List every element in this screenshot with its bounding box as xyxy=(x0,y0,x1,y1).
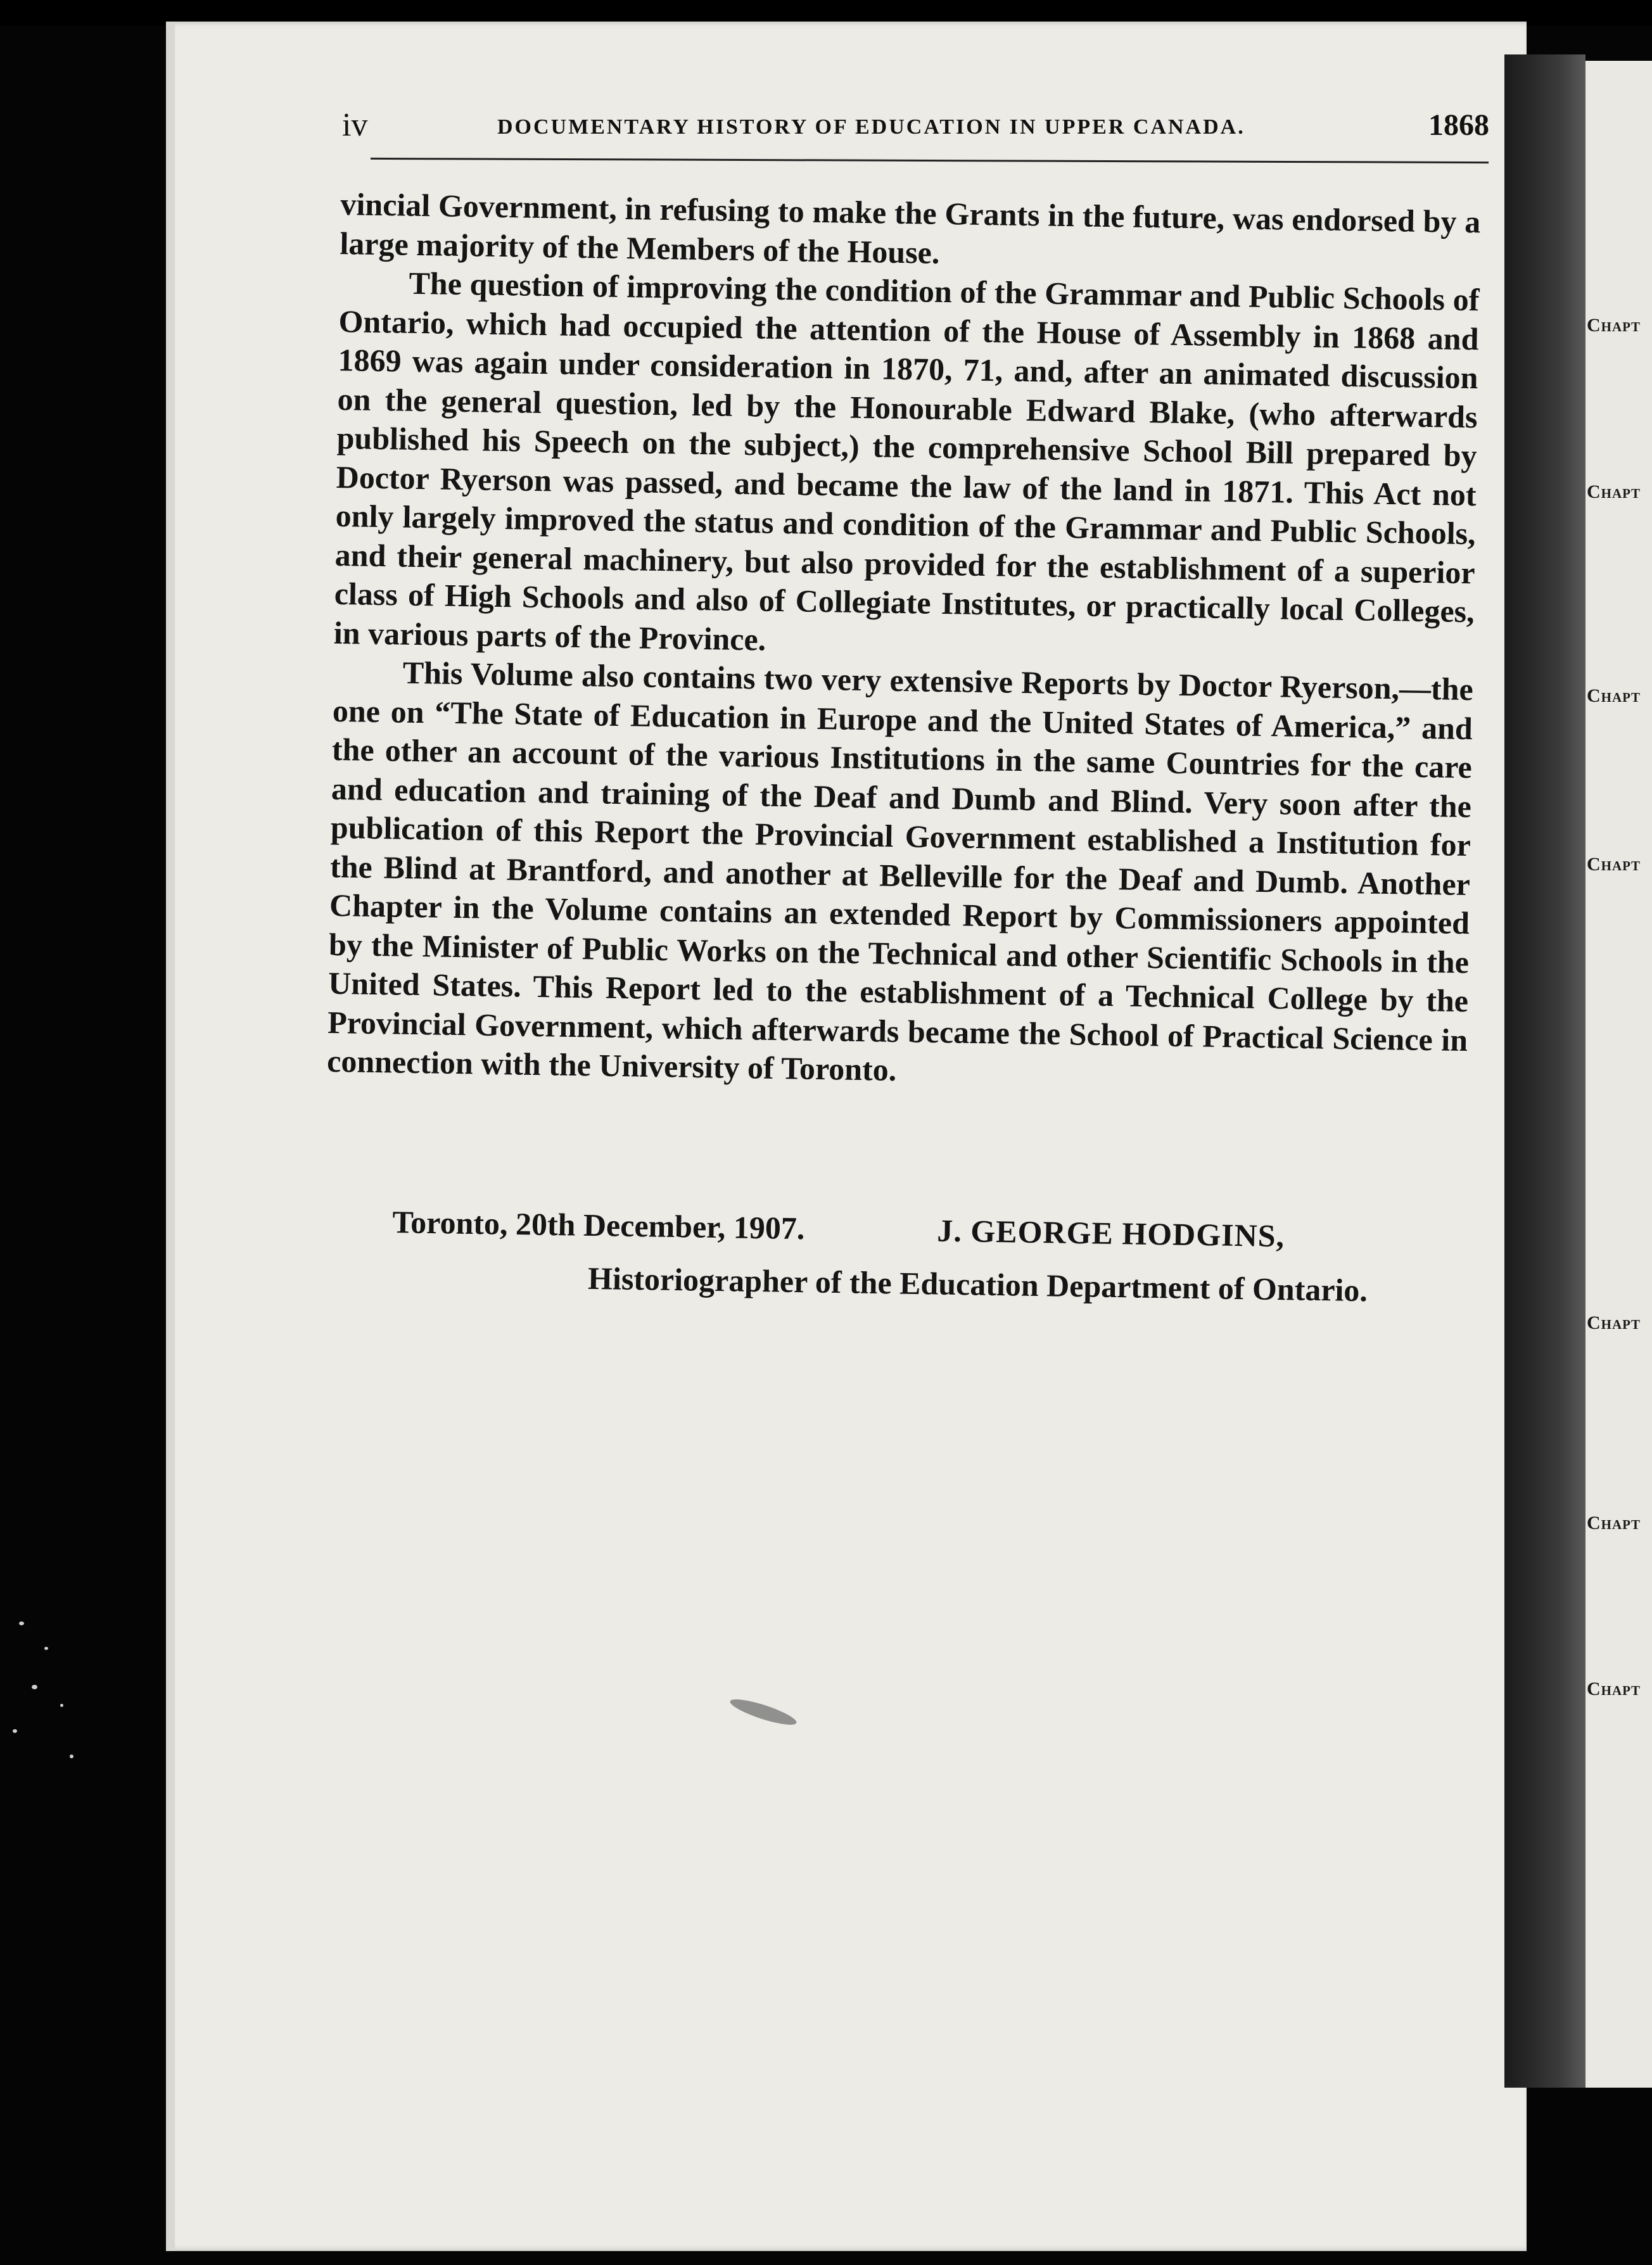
body-text xyxy=(327,185,1481,1099)
paragraph: The question of improving the condition of the Grammar and Public Schools of Ontario, which had occupied the attention of the House of Assembly in 1868 and 1869 was again under consideration in 1870, 71, and, after an animated discussion on the general question, led by the Honourable Edward Blake, (who afterwards published his Speech on the subject,) the comprehensive School Bill prepared by Doctor Ryerson was passed, and became the law of the land in 1871. This Act not only largely improved the status and condition of the Grammar and Public Schools, and their general machinery, but also provided for the establishment of a superior class of High Schools and also of Collegiate Institutes, or practically local Colleges, in various parts of the Province. xyxy=(333,265,1480,657)
paragraph: vincial Government, in refusing to make the Grants in the future, was endorsed by a large majority of the Members of the House. xyxy=(340,186,1481,270)
signature-place-date: Toronto, 20th December, 1907. xyxy=(392,1203,805,1247)
film-specks xyxy=(0,1609,95,1799)
facing-page-label: Chapt xyxy=(1587,685,1641,706)
facing-page-label: Chapt xyxy=(1587,854,1641,875)
signature-title: Historiographer of the Education Department of Ontario. xyxy=(587,1260,1368,1309)
facing-page-label: Chapt xyxy=(1587,1678,1641,1699)
facing-page-label: Chapt xyxy=(1587,481,1641,502)
signature-block xyxy=(391,1203,1482,1335)
facing-page-label: Chapt xyxy=(1587,1312,1641,1333)
running-head-year: 1868 xyxy=(1428,108,1489,142)
page-number: iv xyxy=(342,107,368,143)
paragraph: This Volume also contains two very extensive Reports by Doctor Ryerson,—the one on “The State of Education in Europe and the United States of America,” and the other an account of the various Institutions in the same Countries for the care and education and training of the Deaf and Dumb and Blind. Very soon after the publication of this Report the Provincial Government established a Institution for the Blind at Brantford, and another at Belleville for the Deaf and Dumb. Another Chapter in the Volume contains an extended Report by Commissioners appointed by the Minister of Public Works on the Technical and other Scientific Schools in the United States. This Report led to the establishment of a Technical College by the Provincial Government, which afterwards became the School of Practical Science in connection with the University of Toronto. xyxy=(326,654,1474,1088)
facing-page xyxy=(1585,61,1652,2088)
running-head-title: DOCUMENTARY HISTORY OF EDUCATION IN UPPER CANADA. xyxy=(497,115,1245,139)
facing-page-label: Chapt xyxy=(1587,315,1641,336)
facing-page-label: Chapt xyxy=(1587,1513,1641,1533)
book-gutter-shadow xyxy=(1504,54,1585,2088)
signature-name: J. GEORGE HODGINS, xyxy=(936,1212,1285,1254)
running-head xyxy=(342,106,1495,144)
page-edge xyxy=(166,22,175,2251)
